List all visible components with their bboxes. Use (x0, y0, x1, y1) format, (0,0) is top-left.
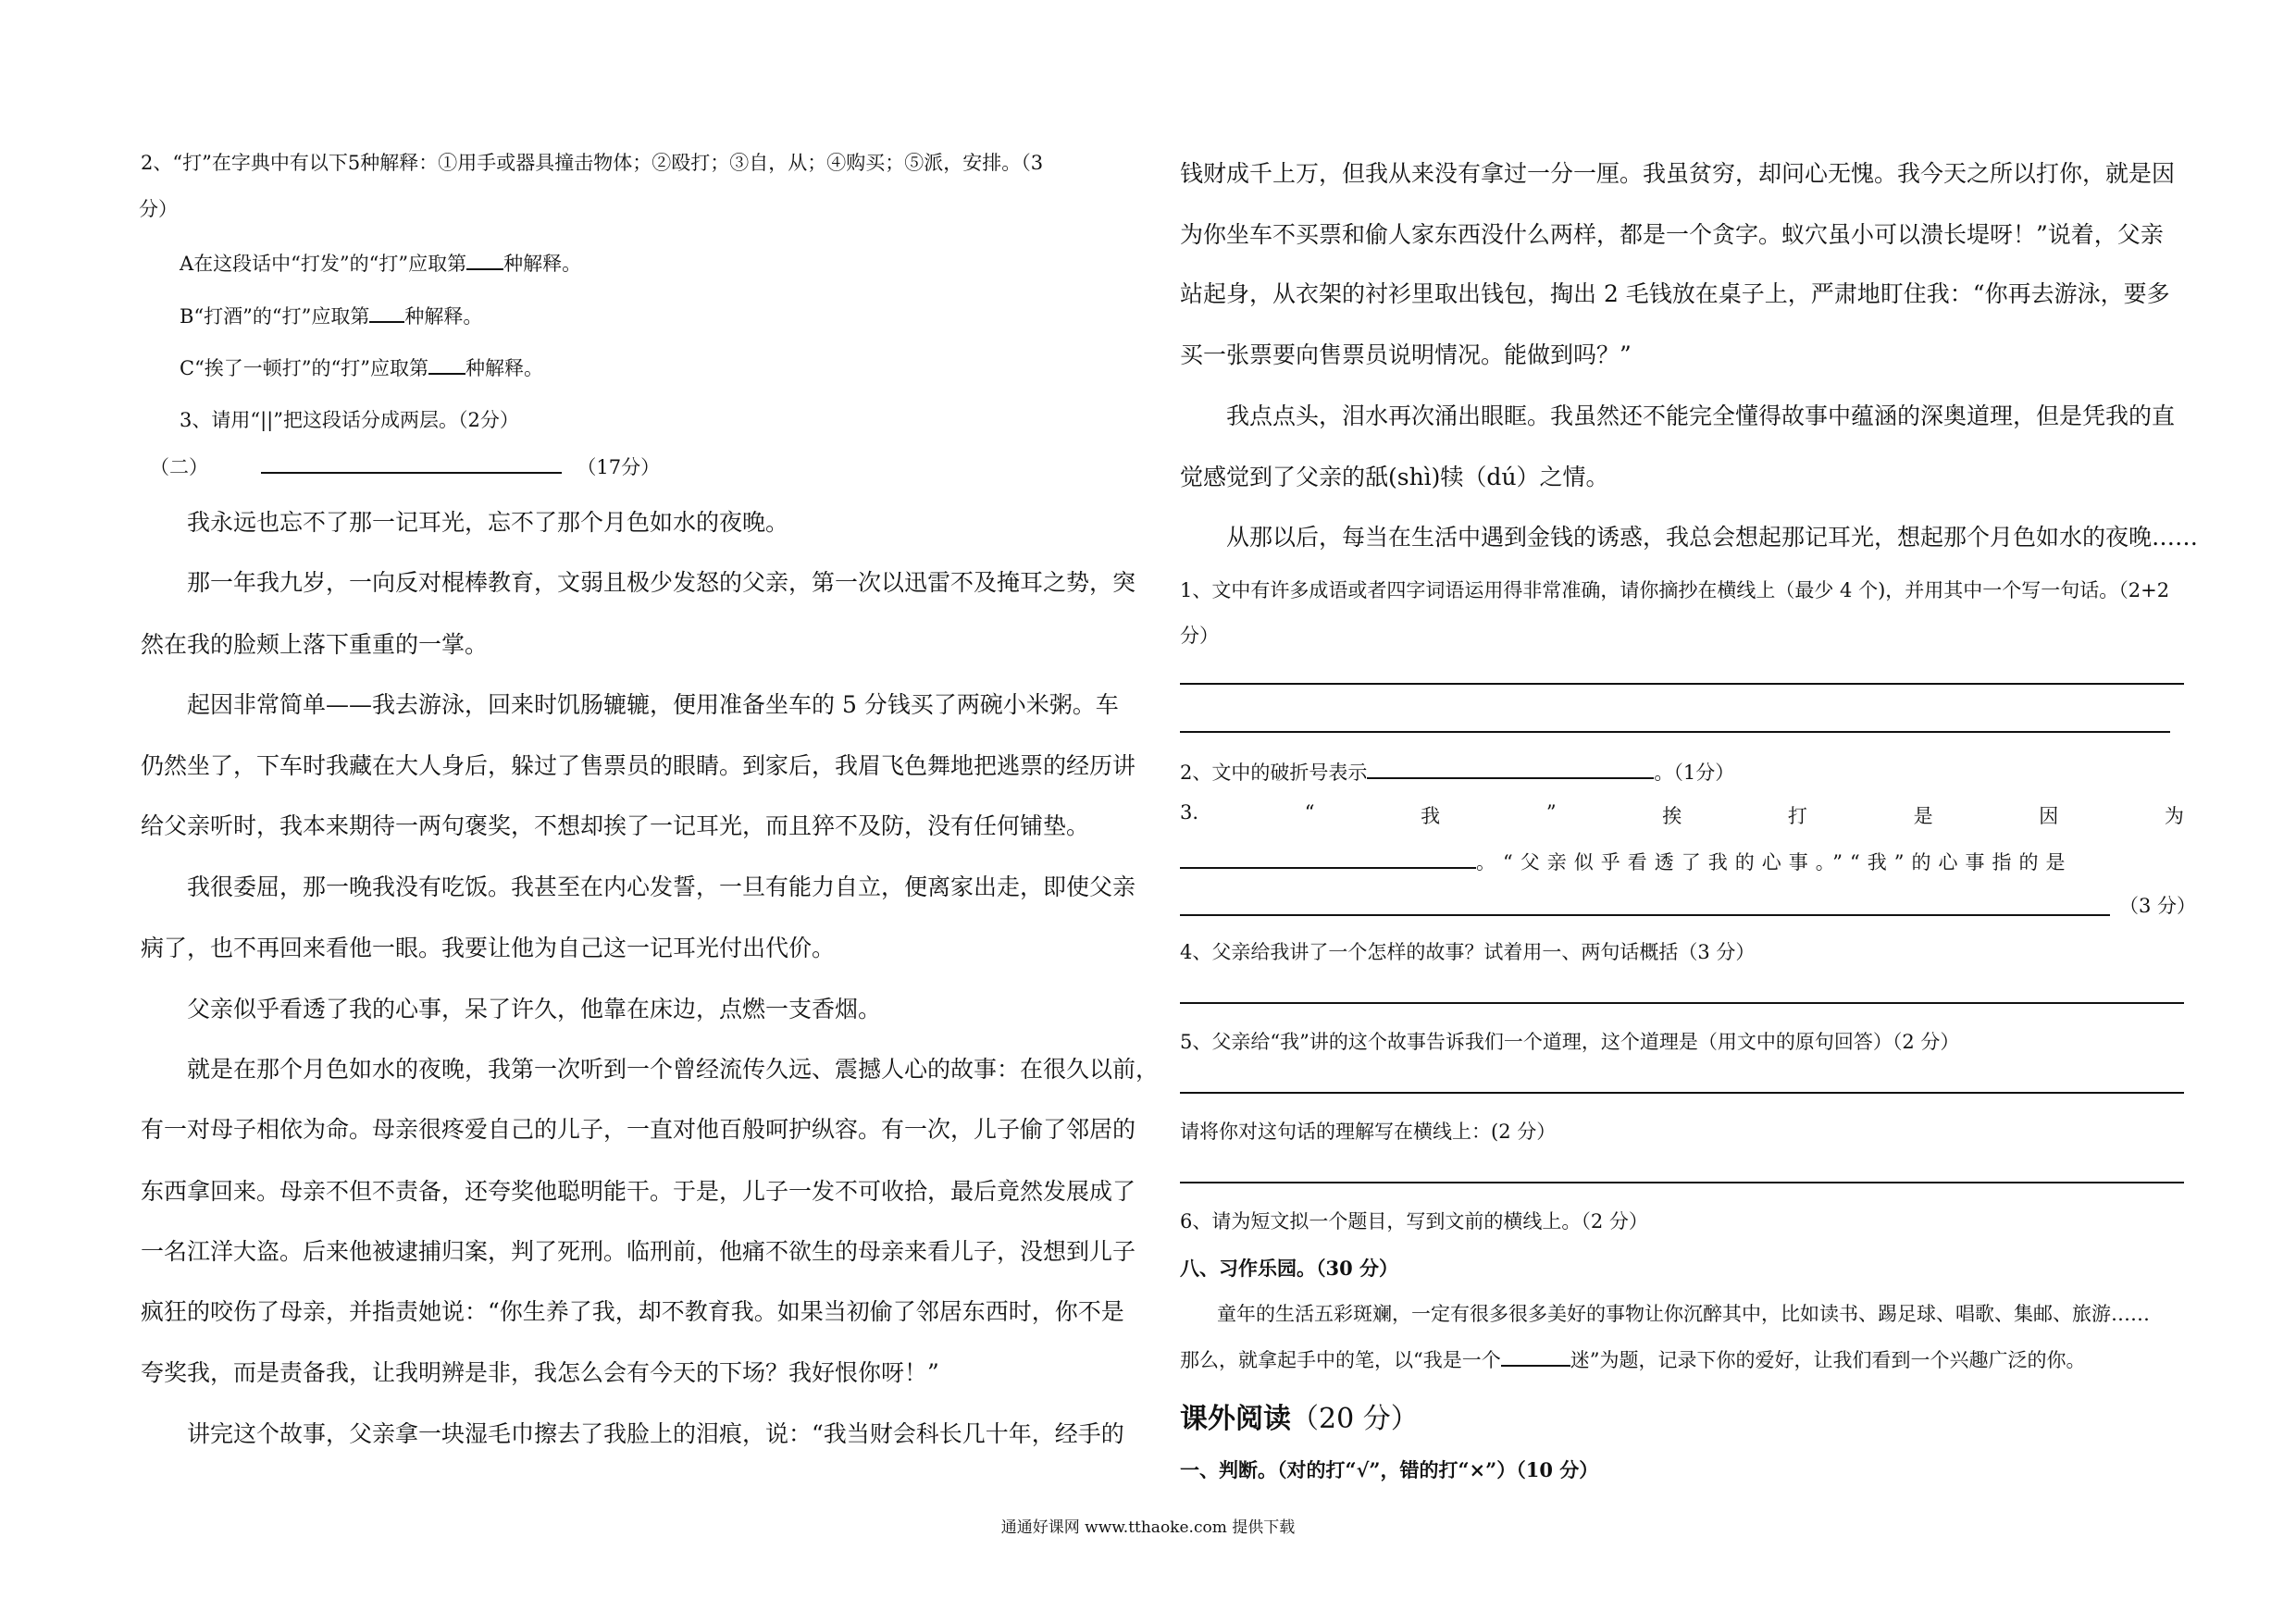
passage-paragraph: 站起身，从衣架的衬衫里取出钱包，掏出 2 毛钱放在桌子上，严肃地盯住我：“你再去游泳，要多 (1180, 280, 2170, 307)
question-3-text: 。“父亲似乎看透了我的心事。”“我”的心事指的是 (1476, 851, 2073, 873)
question-3-score: （3 分） (2119, 895, 2197, 917)
passage-paragraph: 为你坐车不买票和偷人家东西没什么两样，都是一个贪字。蚁穴虽小可以溃长堤呀！”说着，父亲 (1180, 221, 2164, 248)
passage-paragraph: 那一年我九岁，一向反对棍棒教育，文弱且极少发怒的父亲，第一次以迅雷不及掩耳之势，突 (187, 569, 1136, 596)
passage-paragraph: 仍然坐了，下车时我藏在大人身后，躲过了售票员的眼睛。到家后，我眉飞色舞地把逃票的经历讲 (141, 752, 1136, 779)
question-3-char: ” (1545, 801, 1557, 824)
passage-paragraph: 父亲似乎看透了我的心事，呆了许久，他靠在床边，点燃一支香烟。 (187, 996, 882, 1022)
writing-prompt: 童年的生活五彩斑斓，一定有很多很多美好的事物让你沉醉其中，比如读书、踢足球、唱歌、集邮、旅游…… (1217, 1303, 2150, 1325)
passage-paragraph: 夸奖我，而是责备我，让我明辨是非，我怎么会有今天的下场？我好恨你呀！” (141, 1359, 939, 1386)
passage-paragraph: 觉感觉到了父亲的舐(shì)犊（dú）之情。 (1180, 464, 1609, 490)
question-3-char: 是 (1913, 805, 1933, 827)
writing-prompt-suffix: 迷”为题，记录下你的爱好，让我们看到一个兴趣广泛的你。 (1570, 1349, 2086, 1371)
answer-line[interactable] (1180, 1092, 2184, 1094)
answer-line[interactable] (1180, 914, 2110, 916)
passage-paragraph: 从那以后，每当在生活中遇到金钱的诱惑，我总会想起那记耳光，想起那个月色如水的夜晚…… (1226, 524, 2199, 551)
title-blank[interactable] (261, 452, 562, 474)
passage-paragraph: 起因非常简单——我去游泳，回来时饥肠辘辘，便用准备坐车的 5 分钱买了两碗小米粥。车 (187, 691, 1119, 718)
question-3-line1 (1180, 801, 2184, 829)
extra-reading-score: （20 分） (1291, 1403, 1419, 1435)
question-2b (180, 301, 482, 329)
section-2-score: （17分） (577, 456, 661, 478)
question-3-char: 因 (2039, 805, 2059, 827)
passage-paragraph: 然在我的脸颊上落下重重的一掌。 (141, 631, 489, 658)
answer-line[interactable] (1180, 1002, 2184, 1004)
passage-paragraph: 给父亲听时，我本来期待一两句褒奖，不想却挨了一记耳光，而且猝不及防，没有任何铺垫。 (141, 812, 1090, 839)
answer-line[interactable] (1180, 683, 2184, 685)
question-2b-text: B“打酒”的“打”应取第 (180, 305, 370, 328)
answer-blank[interactable] (369, 301, 404, 323)
passage-paragraph: 钱财成千上万，但我从来没有拿过一分一厘。我虽贫穷，却问心无愧。我今天之所以打你，就是因 (1180, 160, 2176, 187)
section-2-label: （二） (150, 456, 208, 478)
question-3: 3、请用“||”把这段话分成两层。（2分） (180, 409, 519, 431)
answer-blank[interactable] (428, 353, 465, 375)
question-6: 6、请为短文拟一个题目，写到文前的横线上。（2 分） (1180, 1210, 1648, 1233)
question-2c-text: C“挨了一顿打”的“打”应取第 (180, 357, 429, 379)
passage-paragraph: 买一张票要向售票员说明情况。能做到吗？” (1180, 341, 1632, 368)
question-5: 5、父亲给“我”讲的这个故事告诉我们一个道理，这个道理是（用文中的原句回答）（2 分） (1180, 1031, 1960, 1053)
question-2c-suffix: 种解释。 (465, 357, 544, 379)
answer-blank[interactable] (1180, 847, 1476, 869)
question-1-line2: 分） (1180, 625, 1219, 647)
section-8-heading: 八、习作乐园。（30 分） (1180, 1257, 1399, 1280)
page-footer: 通通好课网 www.tthaoke.com 提供下载 (1000, 1518, 1296, 1537)
extra-reading-heading (1180, 1395, 1419, 1436)
passage-paragraph: 我很委屈，那一晚我没有吃饭。我甚至在内心发誓，一旦有能力自立，便离家出走，即使父亲 (187, 873, 1136, 900)
question-3-char: 3. (1180, 801, 1199, 824)
judge-heading: 一、判断。（对的打“√”，错的打“×”）（10 分） (1180, 1458, 1599, 1481)
passage-paragraph: 病了，也不再回来看他一眼。我要让他为自己这一记耳光付出代价。 (141, 935, 836, 961)
question-2-text: 2、文中的破折号表示 (1180, 762, 1368, 784)
section-2-header (150, 452, 660, 480)
question-2-line1: 2、“打”在字典中有以下5种解释：①用手或器具撞击物体；②殴打；③自，从；④购买；⑤派，安排。（3 (141, 152, 1044, 174)
passage-paragraph: 就是在那个月色如水的夜晚，我第一次听到一个曾经流传久远、震撼人心的故事：在很久以前， (187, 1056, 1160, 1083)
question-2-line2: 分） (139, 198, 178, 220)
question-2-score: 。（1分） (1654, 762, 1735, 784)
extra-reading-title: 课外阅读 (1180, 1403, 1291, 1435)
writing-prompt (1180, 1344, 2085, 1373)
question-5-sub: 请将你对这句话的理解写在横线上：(2 分） (1180, 1121, 1557, 1143)
writing-prompt-text: 那么，就拿起手中的笔，以“我是一个 (1180, 1349, 1501, 1371)
passage-paragraph: 我点点头，泪水再次涌出眼眶。我虽然还不能完全懂得故事中蕴涵的深奥道理，但是凭我的直 (1226, 403, 2176, 429)
answer-line[interactable] (1180, 731, 2170, 733)
answer-blank[interactable] (1367, 757, 1654, 779)
passage-paragraph: 疯狂的咬伤了母亲，并指责她说：“你生养了我，却不教育我。如果当初偷了邻居东西时，你不是 (141, 1298, 1124, 1325)
answer-line[interactable] (1180, 1182, 2184, 1183)
question-2a-text: A在这段话中“打发”的“打”应取第 (180, 253, 467, 275)
passage-paragraph: 我永远也忘不了那一记耳光，忘不了那个月色如水的夜晚。 (187, 509, 789, 536)
passage-paragraph: 讲完这个故事，父亲拿一块湿毛巾擦去了我脸上的泪痕，说：“我当财会科长几十年，经手的 (187, 1420, 1124, 1447)
passage-paragraph: 有一对母子相依为命。母亲很疼爱自己的儿子，一直对他百般呵护纵容。有一次，儿子偷了邻居的 (141, 1116, 1136, 1143)
answer-blank[interactable] (466, 248, 503, 270)
question-4: 4、父亲给我讲了一个怎样的故事？试着用一、两句话概括（3 分） (1180, 941, 1756, 963)
question-3-char: 为 (2164, 805, 2184, 827)
question-2 (1180, 757, 1734, 786)
question-2c (180, 353, 543, 381)
passage-paragraph: 东西拿回来。母亲不但不责备，还夸奖他聪明能干。于是，儿子一发不可收拾，最后竟然发展成了 (141, 1178, 1136, 1205)
question-2a (180, 248, 581, 277)
question-3-char: 我 (1421, 805, 1441, 827)
question-3-char: 打 (1787, 805, 1807, 827)
passage-paragraph: 一名江洋大盗。后来他被逮捕归案，判了死刑。临刑前，他痛不欲生的母亲来看儿子，没想到儿子 (141, 1238, 1136, 1265)
question-2a-suffix: 种解释。 (503, 253, 582, 275)
question-3-char: 挨 (1662, 805, 1682, 827)
question-3-line2 (1180, 847, 2072, 875)
question-1-line1: 1、文中有许多成语或者四字词语运用得非常准确，请你摘抄在横线上（最少 4 个)，并用其中一个写一句话。（2+2 (1180, 579, 2170, 601)
answer-blank[interactable] (1501, 1344, 1570, 1367)
question-3-char: “ (1304, 801, 1315, 824)
question-2b-suffix: 种解释。 (404, 305, 483, 328)
